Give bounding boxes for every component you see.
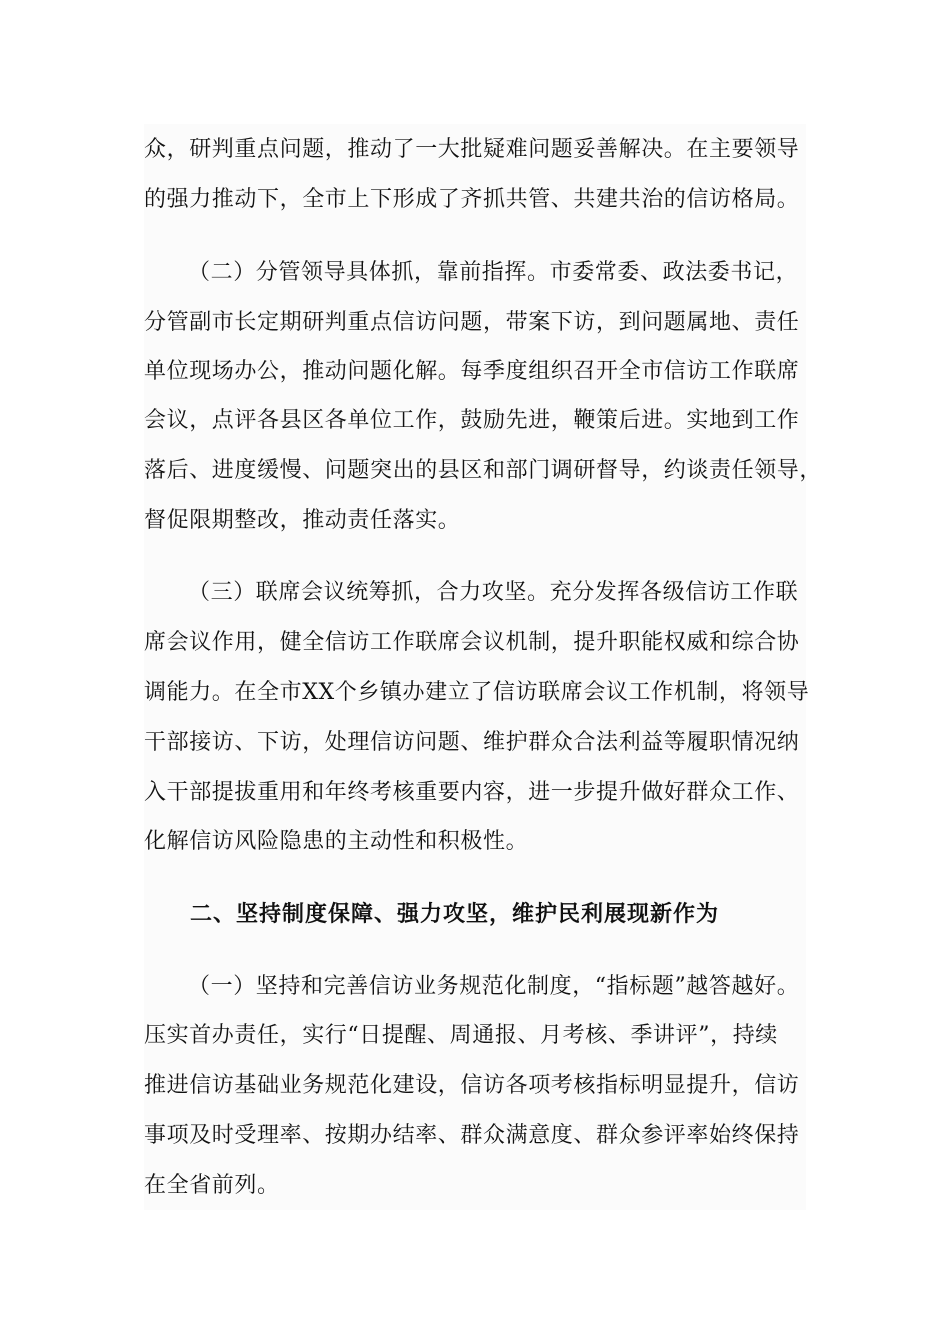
paragraph-line: 干部接访、下访，处理信访问题、维护群众合法利益等履职情况纳 xyxy=(144,730,800,755)
paragraph-line: 压实首办责任，实行“日提醒、周通报、月考核、季讲评”，持续 xyxy=(144,1023,778,1048)
paragraph-line: 落后、进度缓慢、问题突出的县区和部门调研督导，约谈责任领导， xyxy=(144,458,823,483)
paragraph-line: 单位现场办公，推动问题化解。每季度组织召开全市信访工作联席 xyxy=(144,359,800,384)
paragraph-line: 入干部提拔重用和年终考核重要内容，进一步提升做好群众工作、 xyxy=(144,780,800,805)
paragraph-line: 调能力。在全市XX个乡镇办建立了信访联席会议工作机制，将领导 xyxy=(144,680,810,705)
paragraph-line: （三）联席会议统筹抓，合力攻坚。充分发挥各级信访工作联 xyxy=(188,580,799,605)
paragraph-line: 在全省前列。 xyxy=(144,1173,280,1198)
paragraph-line: 的强力推动下，全市上下形成了齐抓共管、共建共治的信访格局。 xyxy=(144,187,800,212)
paragraph-line: 推进信访基础业务规范化建设，信访各项考核指标明显提升，信访 xyxy=(144,1073,800,1098)
paragraph-line: 事项及时受理率、按期办结率、群众满意度、群众参评率始终保持 xyxy=(144,1123,800,1148)
paragraph-line: 督促限期整改，推动责任落实。 xyxy=(144,508,461,533)
paragraph-line: （一）坚持和完善信访业务规范化制度，“指标题”越答越好。 xyxy=(188,974,800,999)
paragraph-line: 众，研判重点问题，推动了一大批疑难问题妥善解决。在主要领导 xyxy=(144,137,800,162)
section-heading: 二、坚持制度保障、强力攻坚，维护民利展现新作为 xyxy=(190,901,720,927)
paragraph-line: 会议，点评各县区各单位工作，鼓励先进，鞭策后进。实地到工作 xyxy=(144,408,800,433)
paragraph-line: 化解信访风险隐患的主动性和积极性。 xyxy=(144,829,529,854)
paragraph-line: 分管副市长定期研判重点信访问题，带案下访，到问题属地、责任 xyxy=(144,310,800,335)
paragraph-line: 席会议作用，健全信访工作联席会议机制，提升职能权威和综合协 xyxy=(144,630,800,655)
paragraph-line: （二）分管领导具体抓，靠前指挥。市委常委、政法委书记， xyxy=(188,260,799,285)
